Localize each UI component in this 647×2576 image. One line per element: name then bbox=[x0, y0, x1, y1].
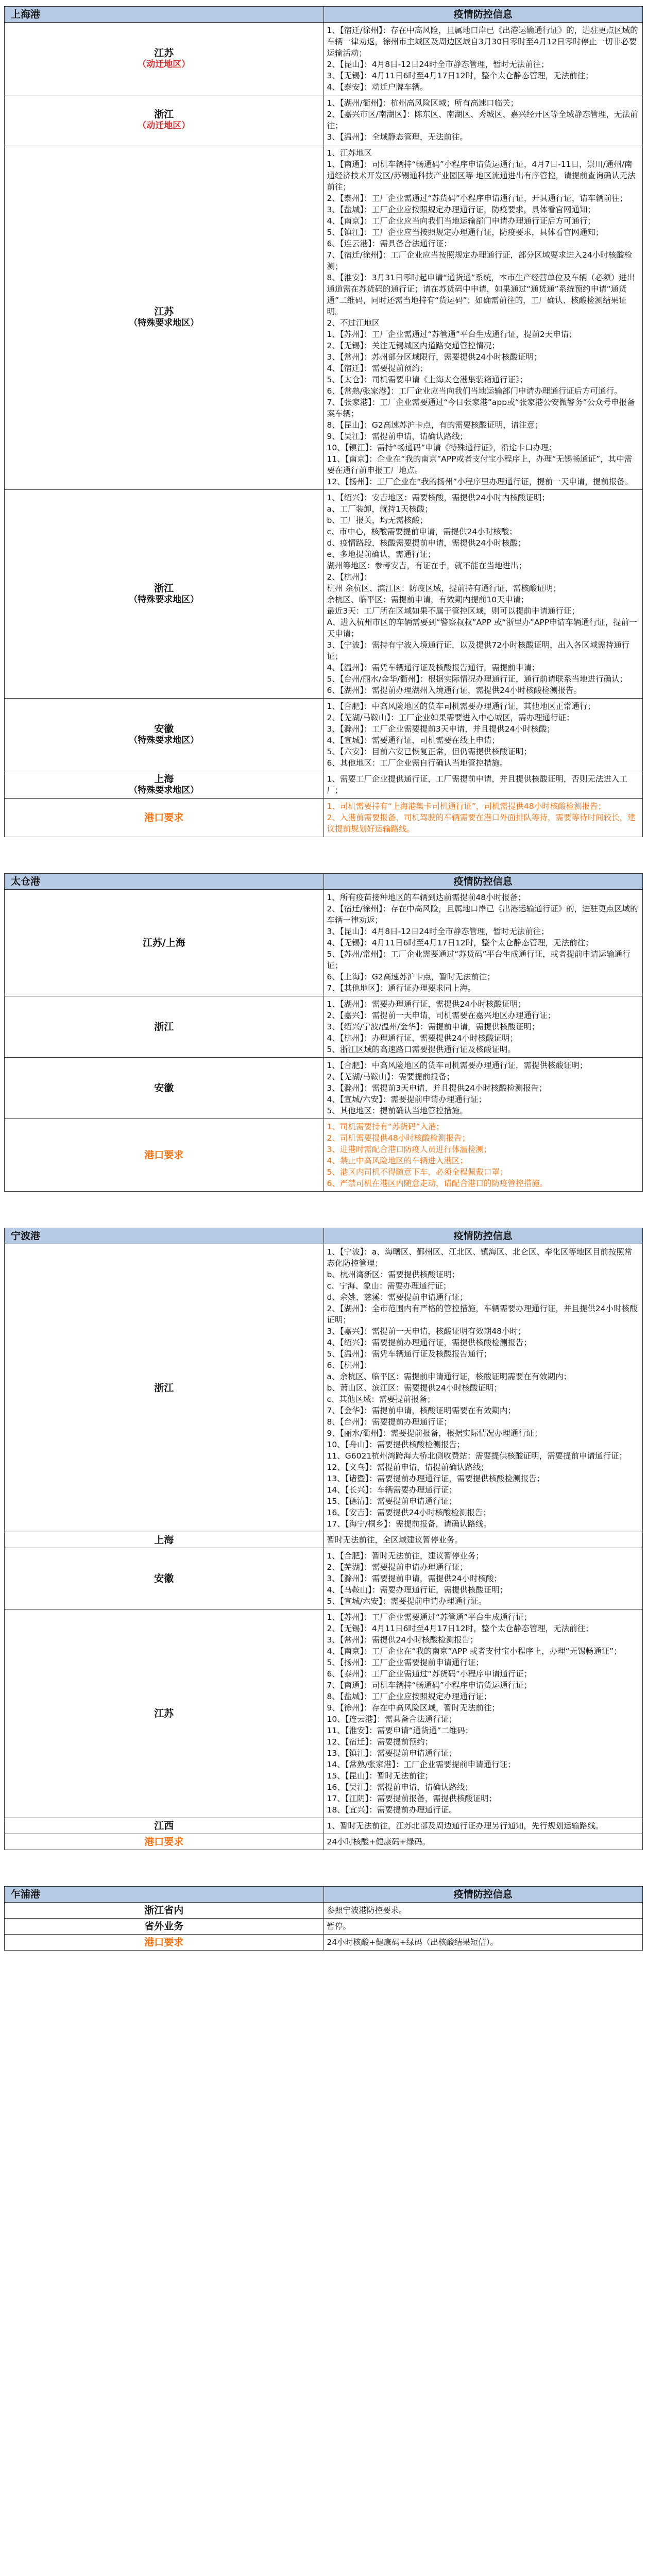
info-line: 1、【宁波】：a、海曙区、鄞州区、江北区、镇海区、北仑区、奉化区等地区目前按照常态化防控管理； bbox=[327, 1247, 633, 1268]
info-line: 3、【嘉兴】：需提前一天申请，核酸证明有效期48小时； bbox=[327, 1327, 526, 1336]
info-line: 1、【南通】：司机车辆持“畅通码”小程序申请货运通行证，4月7日-11日，崇川/通州/南通经济技术开发区/苏锡通科技产业园区等 地区流通进出有序管控，请提前查询确认无法前往； bbox=[327, 160, 636, 192]
port-section bbox=[0, 1886, 647, 1951]
info-cell bbox=[324, 771, 643, 799]
info-line: 1、【绍兴】：安吉地区：需要核酸，需提供24小时内核酸证明； bbox=[327, 493, 550, 502]
region-row bbox=[5, 799, 643, 837]
info-cell bbox=[324, 1919, 643, 1935]
region-row bbox=[5, 490, 643, 699]
info-line: 10、【舟山】：需要提供核酸检测报告； bbox=[327, 1440, 465, 1449]
info-line: 1、暂时无法前往，江苏北部及周边通行证办理另行通知，先行规划运输路线。 bbox=[327, 1821, 604, 1831]
region-cell bbox=[5, 771, 324, 799]
region-cell bbox=[5, 95, 324, 145]
info-cell bbox=[324, 699, 643, 771]
info-line: 最近3天：工厂所在区域如果不属于管控区域，则可以提前申请通行证； bbox=[327, 606, 580, 616]
info-line: 6、【连云港】：需具备合法通行证； bbox=[327, 239, 452, 248]
info-line: b、萧山区、滨江区：需要提供24小时核酸证明； bbox=[327, 1383, 502, 1393]
port-name: 宁波港 bbox=[5, 1228, 324, 1244]
region-cell bbox=[5, 145, 324, 490]
info-line: 2、【杭州】： bbox=[327, 572, 372, 582]
info-line: 3、【滁州】：需提前3天申请，并且提供24小时核酸检测报告； bbox=[327, 1083, 547, 1093]
region-row bbox=[5, 699, 643, 771]
region-cell bbox=[5, 1532, 324, 1548]
region-row bbox=[5, 1903, 643, 1919]
info-header: 疫情防控信息 bbox=[324, 1887, 643, 1903]
region-cell bbox=[5, 1903, 324, 1919]
info-line: 1、【湖州】：需要办理通行证，需提供24小时核酸证明； bbox=[327, 999, 526, 1009]
info-line: 14、【长兴】：车辆需要办理通行证； bbox=[327, 1485, 457, 1495]
region-name: 安徽 bbox=[154, 1573, 174, 1584]
info-cell bbox=[324, 23, 643, 95]
info-line: 2、【宿迁/徐州】：存在中高风险，且属地口岸已《出港运输通行证》的，进驻更点区域的车辆一律劝返； bbox=[327, 904, 638, 925]
info-line: 8、【盐城】：工厂企业应按照规定办理通行证； bbox=[327, 1692, 492, 1701]
info-line: 7、【其他地区】：通行证办理要求同上海。 bbox=[327, 984, 476, 993]
region-name: 江苏/上海 bbox=[142, 937, 185, 948]
region-name: 浙江省内 bbox=[144, 1905, 184, 1916]
info-line: c、宁海、象山：需要办理通行证； bbox=[327, 1281, 451, 1291]
info-line: 5、【六安】：目前六安已恢复正常，但仍需提供核酸证明； bbox=[327, 747, 532, 756]
info-line: 9、【徐州】：存在中高风险区域，暂时无法前往； bbox=[327, 1703, 500, 1713]
info-line: 3、【昆山】：4月8日-12日24时全市静态管理，暂时无法前往； bbox=[327, 927, 549, 936]
region-cell bbox=[5, 1919, 324, 1935]
info-line: 1、【湖州/衢州】：杭州高风险区域；所有高速口临关； bbox=[327, 98, 519, 108]
region-row bbox=[5, 996, 643, 1058]
info-line: 2、【嘉兴市区/南湖区】：陈东区、南湖区、秀城区、嘉兴经开区等全域静态管理，无法前往； bbox=[327, 110, 638, 130]
info-line: 1、需要工厂企业提供通行证，工厂需提前申请，并且提供核酸证明，否则无法进入工厂； bbox=[327, 774, 627, 795]
info-line: 6、其他地区：工厂企业需自行确认当地管控措施。 bbox=[327, 758, 508, 768]
info-line: 4、【温州】：需凭车辆通行证及核酸报告通行，需提前申请； bbox=[327, 663, 540, 672]
region-row bbox=[5, 1532, 643, 1548]
info-line: 6、【泰州】：工厂企业需通过“苏货码”小程序申请通行证； bbox=[327, 1669, 532, 1679]
info-line: 4、【绍兴】：需要提前办理通行证，需提供核酸检测报告； bbox=[327, 1338, 532, 1347]
info-line: 2、【无锡】：关注无锡城区内道路交通管控情况； bbox=[327, 341, 500, 350]
info-line: 1、所有疫苗接种地区的车辆到达前需提前48小时报备； bbox=[327, 893, 526, 902]
info-cell bbox=[324, 1058, 643, 1119]
region-sub: （特殊要求地区） bbox=[129, 318, 199, 328]
region-name: 江西 bbox=[154, 1820, 174, 1832]
info-line: 2、【嘉兴】：需提前一天申请，司机需要在嘉兴地区办理通行证； bbox=[327, 1011, 556, 1020]
info-line: 5、浙江区域的高速路口需要提供通行证及核酸证明。 bbox=[327, 1045, 516, 1054]
info-line: 1、【合肥】：中高风险地区的货车司机需要办理通行证，需提供核酸证明； bbox=[327, 1061, 588, 1070]
info-cell bbox=[324, 799, 643, 837]
info-cell bbox=[324, 890, 643, 996]
region-row bbox=[5, 1834, 643, 1850]
info-line: 参照宁波港防控要求。 bbox=[327, 1906, 407, 1915]
info-line: c、其他区域：需要提前报备； bbox=[327, 1395, 435, 1404]
port-table bbox=[4, 1228, 643, 1850]
info-line: 12、【义乌】：需提前申请，请提前确认路线； bbox=[327, 1463, 489, 1472]
info-line: 15、【德清】：需要提前申请通行证； bbox=[327, 1497, 457, 1506]
info-line: 暂停。 bbox=[327, 1922, 351, 1931]
info-cell bbox=[324, 1818, 643, 1834]
info-line: 9、【丽水/衢州】：需要提前报备，根据实际情况办理通行证； bbox=[327, 1429, 542, 1438]
port-table bbox=[4, 873, 643, 1192]
info-cell bbox=[324, 1903, 643, 1919]
info-line: 12、【宿迁】：需要提前预约； bbox=[327, 1737, 433, 1747]
port-section bbox=[0, 1228, 647, 1850]
region-name: 浙江 bbox=[154, 583, 174, 594]
info-line: 7、【宿迁/徐州】：工厂企业应当按照规定办理通行证，部分区域要求进入24小时核酸检测； bbox=[327, 250, 633, 271]
port-header-row bbox=[5, 7, 643, 23]
info-line: 6、【常熟/张家港】：工厂企业应当向我们当地运输部门申请办理通行证后方可通行。 bbox=[327, 386, 622, 396]
info-line: 5、【扬州】：工厂企业需要提前申请通行证； bbox=[327, 1658, 484, 1667]
region-sub: （动迁地区） bbox=[138, 121, 191, 131]
info-line: e、多地提前确认，需通行证； bbox=[327, 550, 436, 559]
info-line: 3、【常州】：苏州部分区域限行，需要提供24小时核酸证明； bbox=[327, 352, 542, 362]
info-line: 1、司机需要持有“苏货码”入港； bbox=[327, 1122, 444, 1131]
info-line: 9、【吴江】：需提前申请，请确认路线； bbox=[327, 432, 468, 441]
info-cell bbox=[324, 1548, 643, 1609]
info-line: 4、禁止中高风险地区的车辆进入港区； bbox=[327, 1156, 468, 1165]
region-name: 港口要求 bbox=[144, 1149, 184, 1161]
info-cell bbox=[324, 1119, 643, 1192]
info-line: 7、【张家港】：工厂企业需要通过“今日张家港”app或“张家港公安微警务”公众号申报备案车辆； bbox=[327, 398, 635, 418]
info-line: 5、【温州】：需凭车辆通行证及核酸报告通行； bbox=[327, 1349, 492, 1359]
region-sub: （特殊要求地区） bbox=[129, 595, 199, 605]
info-line: 5、【苏州/常州】：工厂企业需要通过“苏货码”平台生成通行证，或者提前申请运输通行证； bbox=[327, 950, 631, 970]
info-cell bbox=[324, 1609, 643, 1818]
region-name: 安徽 bbox=[154, 723, 174, 735]
region-row bbox=[5, 1058, 643, 1119]
region-name: 安徽 bbox=[154, 1082, 174, 1094]
info-line: 4、【南京】：工厂企业应当向我们当地运输部门申请办理通行证后方可通行； bbox=[327, 216, 595, 226]
info-line: 1、【苏州】：工厂企业需要通过“苏管通”平台生成通行证； bbox=[327, 1613, 532, 1622]
info-line: 17、【海宁/桐乡】：需提前报备，请确认路线。 bbox=[327, 1519, 491, 1529]
region-sub: （特殊要求地区） bbox=[129, 735, 199, 745]
region-cell bbox=[5, 1244, 324, 1532]
info-line: 1、司机需要持有“上海港集卡司机通行证”，司机需提供48小时核酸检测报告； bbox=[327, 802, 606, 811]
info-line: 2、【昆山】：4月8日-12日24时全市静态管理，暂时无法前往； bbox=[327, 60, 549, 69]
info-line: 4、【宣城】：需要通行证，司机需要在线上申请； bbox=[327, 736, 500, 745]
info-line: 1、【苏州】：工厂企业需通过“苏管通”平台生成通行证，提前2天申请； bbox=[327, 330, 577, 339]
info-line: 2、【芜湖/马鞍山】：需要提前报备； bbox=[327, 1072, 455, 1081]
region-name: 江苏 bbox=[154, 47, 174, 59]
info-cell bbox=[324, 95, 643, 145]
info-line: b、工厂报关，均无需核酸； bbox=[327, 516, 428, 525]
info-line: 3、【滁州】：需要提前申请，需提供24小时核酸； bbox=[327, 1574, 502, 1583]
info-line: c、市中心，核酸需要提前申请，需提供24小时核酸； bbox=[327, 527, 517, 536]
region-row bbox=[5, 95, 643, 145]
region-name: 浙江 bbox=[154, 1021, 174, 1032]
region-name: 港口要求 bbox=[144, 812, 184, 823]
info-line: 8、【淮安】：3月31日零时起申请“通货通”系统，本市生产经营单位及车辆（必须）进出通道需在苏货码的通行证；请在苏货码中申请，如果通过“通货通”系统预约申请“通货通”二维码，同时还需当地持有“货运码”；如确需前往的，工厂确认、核酸检测结果证明。 bbox=[327, 273, 635, 316]
info-line: 8、【昆山】：G2高速苏沪卡点，有的需要核酸证明，请注意； bbox=[327, 420, 543, 430]
region-cell bbox=[5, 799, 324, 837]
info-line: 16、【吴江】：需提前申请，请确认路线； bbox=[327, 1783, 473, 1792]
info-line: 1、江苏地区 bbox=[327, 148, 372, 158]
region-row bbox=[5, 1609, 643, 1818]
info-line: 15、【昆山】：暂时无法前往； bbox=[327, 1771, 433, 1781]
region-name: 上海 bbox=[154, 1534, 174, 1546]
info-line: 5、【台州/丽水/金华/衢州】：根据实际情况办理通行证，通行前请联系当地进行确认； bbox=[327, 674, 628, 684]
region-row bbox=[5, 771, 643, 799]
info-line: 2、【芜湖】：需要提前申请办理通行证； bbox=[327, 1563, 468, 1572]
port-header-row bbox=[5, 874, 643, 890]
region-row bbox=[5, 1548, 643, 1609]
region-row bbox=[5, 890, 643, 996]
info-line: 1、【宿迁/徐州】：存在中高风险，且属地口岸已《出港运输通行证》的，进驻更点区域的车辆一律劝返，徐州市主城区及周边区域自3月30日零时至4月12日零时停止一切非必要运输活动； bbox=[327, 26, 638, 58]
info-line: 5、【宣城/六安】：需要提前申请办理通行证。 bbox=[327, 1597, 487, 1606]
region-cell bbox=[5, 699, 324, 771]
info-line: 4、【杭州】：办理通行证，需要提供24小时核酸证明； bbox=[327, 1033, 518, 1043]
region-row bbox=[5, 23, 643, 95]
region-cell bbox=[5, 23, 324, 95]
info-line: 4、【无锡】：4月11日6时至4月17日12时，整个太仓静态管理，无法前往； bbox=[327, 938, 593, 947]
info-line: 3、【常州】：需提供24小时核酸检测报告； bbox=[327, 1635, 478, 1645]
info-line: 2、【湖州】：全市范围内有严格的管控措施，车辆需要办理通行证，并且提供24小时核酸证明； bbox=[327, 1304, 638, 1325]
region-cell bbox=[5, 1935, 324, 1951]
info-line: d、余姚、慈溪：需要提前申请通行证； bbox=[327, 1293, 468, 1302]
info-line: 2、入港前需要报备，司机驾驶的车辆需要在港口外面排队等待，需要等待时间较长，建议提前规划好运输路线。 bbox=[327, 813, 636, 834]
region-sub: （动迁地区） bbox=[138, 59, 191, 70]
info-line: 3、【宁波】：需持有宁波入境通行证，以及提供72小时核酸证明，出入各区域需持通行证； bbox=[327, 640, 630, 661]
info-line: 10、【连云港】：需具备合法通行证； bbox=[327, 1715, 457, 1724]
info-line: 24小时核酸+健康码+绿码（出核酸结果短信）。 bbox=[327, 1938, 498, 1947]
info-line: 11、【南京】：企业在“我的南京”APP或者支付宝小程序上，办理“无锡畅通证”，其中需要在通行前申报工厂地点。 bbox=[327, 454, 633, 475]
info-header: 疫情防控信息 bbox=[324, 874, 643, 890]
info-line: 4、【南京】：工厂企业在“我的南京”APP 或者支付宝小程序上，办理“无锡畅通证”； bbox=[327, 1647, 622, 1656]
region-cell bbox=[5, 1818, 324, 1834]
region-cell bbox=[5, 490, 324, 699]
region-row bbox=[5, 1935, 643, 1951]
region-row bbox=[5, 1818, 643, 1834]
region-name: 浙江 bbox=[154, 109, 174, 120]
info-line: 1、【合肥】：暂时无法前往，建议暂停业务； bbox=[327, 1551, 484, 1561]
region-row bbox=[5, 145, 643, 490]
info-line: a、工厂装卸，就持1天核酸； bbox=[327, 504, 433, 514]
info-cell bbox=[324, 1244, 643, 1532]
region-name: 上海 bbox=[154, 773, 174, 785]
port-table bbox=[4, 1886, 643, 1951]
info-line: 7、【金华】：需提前申请，核酸证明需要在有效期内； bbox=[327, 1406, 516, 1415]
region-row bbox=[5, 1244, 643, 1532]
info-line: 10、【镇江】：需持“畅通码”申请《特殊通行证》，沿途卡口办理； bbox=[327, 443, 557, 452]
info-line: 5、其他地区：提前确认当地管控措施。 bbox=[327, 1106, 468, 1115]
info-line: 12、【扬州】：工厂企业在“我的扬州”小程序里办理通行证，提前一天申请，提前报备。 bbox=[327, 477, 633, 486]
region-cell bbox=[5, 890, 324, 996]
info-line: d、疫情路段，核酸需要提前申请，需提供24小时核酸； bbox=[327, 538, 526, 548]
region-name: 港口要求 bbox=[144, 1836, 184, 1848]
region-name: 江苏 bbox=[154, 306, 174, 317]
region-cell bbox=[5, 996, 324, 1058]
region-row bbox=[5, 1919, 643, 1935]
info-line: 3、【无锡】：4月11日6时至4月17日12时，整个太仓静态管理，无法前往； bbox=[327, 71, 593, 80]
info-line: 5、【镇江】：工厂企业应当按照规定办理通行证，防疫要求，具体看官网通知； bbox=[327, 228, 604, 237]
info-cell bbox=[324, 490, 643, 699]
info-line: 2、【泰州】：工厂企业需通过“苏货码”小程序申请通行证，开具通行证，请车辆前往； bbox=[327, 194, 628, 203]
info-line: 4、【泰安】：动迁户牌车辆。 bbox=[327, 82, 428, 92]
info-line: 3、【绍兴/宁波/温州/金华】：需提前申请，需提供核酸证明； bbox=[327, 1022, 540, 1031]
port-header-row bbox=[5, 1228, 643, 1244]
region-cell bbox=[5, 1058, 324, 1119]
info-cell bbox=[324, 145, 643, 490]
region-name: 省外业务 bbox=[144, 1921, 184, 1932]
info-header: 疫情防控信息 bbox=[324, 1228, 643, 1244]
info-cell bbox=[324, 1834, 643, 1850]
info-line: A、进入杭州市区的车辆需要到“警察叔叔”APP 或“浙里办”APP申请车辆通行证，提前一天申请； bbox=[327, 618, 637, 638]
info-line: 7、【南通】：司机车辆持“畅通码”小程序申请货运通行证； bbox=[327, 1681, 532, 1690]
info-line: 18、【宜兴】：需要提前办理通行证。 bbox=[327, 1805, 457, 1815]
port-header-row bbox=[5, 1887, 643, 1903]
region-cell bbox=[5, 1609, 324, 1818]
port-name: 乍浦港 bbox=[5, 1887, 324, 1903]
info-line: 6、【上海】：G2高速苏沪卡点，暂时无法前往； bbox=[327, 972, 495, 981]
info-line: 13、【诸暨】：需要提前办理通行证，需要提供核酸检测报告； bbox=[327, 1474, 545, 1483]
info-line: a、余杭区、临平区：需提前申请通行证，核酸证明需要在有效期内； bbox=[327, 1372, 572, 1381]
info-line: 6、【湖州】：需提前办理湖州入境通行证，需提供24小时核酸检测报告。 bbox=[327, 686, 582, 695]
info-header: 疫情防控信息 bbox=[324, 7, 643, 23]
info-line: 湖州等地区：参考安吉，有证在手，就不能在当地进出； bbox=[327, 561, 527, 570]
region-name: 浙江 bbox=[154, 1382, 174, 1394]
port-section bbox=[0, 873, 647, 1192]
region-name: 港口要求 bbox=[144, 1937, 184, 1948]
info-line: 14、【常熟/张家港】：工厂企业需要提前申请通行证； bbox=[327, 1760, 516, 1769]
info-line: 6、严禁司机在港区内随意走动，请配合港口的防疫管控措施。 bbox=[327, 1179, 548, 1188]
info-line: 13、【镇江】：需要提前申请通行证； bbox=[327, 1749, 457, 1758]
info-cell bbox=[324, 996, 643, 1058]
info-line: 4、【宣城/六安】：需要提前申请办理通行证； bbox=[327, 1095, 487, 1104]
info-line: 3、【温州】：全域静态管理，无法前往。 bbox=[327, 132, 468, 142]
region-cell bbox=[5, 1119, 324, 1192]
info-cell bbox=[324, 1532, 643, 1548]
info-line: 5、【太仓】：司机需要申请《上海太仓港集装箱通行证》； bbox=[327, 375, 528, 384]
info-line: 11、G6021杭州湾跨海大桥北侧收费站：需要提供核酸证明，需要提前申请通行证； bbox=[327, 1451, 627, 1461]
port-table bbox=[4, 6, 643, 837]
info-line: 杭州 余杭区、滨江区：防疫区域，提前持有通行证，需核酸证明； bbox=[327, 584, 561, 593]
info-line: b、杭州湾新区：需要提供核酸证明； bbox=[327, 1270, 460, 1279]
info-line: 1、【合肥】：中高风险地区的货车司机需要办理通行证，其他地区正常通行； bbox=[327, 702, 595, 711]
info-line: 2、【无锡】：4月11日6时至4月17日12时，整个太仓静态管理，无法前往； bbox=[327, 1624, 593, 1633]
info-line: 4、【宿迁】：需要提前预约； bbox=[327, 364, 428, 373]
info-line: 3、【盐城】：工厂企业应按照规定办理通行证，防疫要求，具体看官网通知； bbox=[327, 205, 595, 214]
info-line: 11、【淮安】：需要申请“通货通”二维码； bbox=[327, 1726, 473, 1735]
port-name: 上海港 bbox=[5, 7, 324, 23]
region-sub: （特殊要求地区） bbox=[129, 785, 199, 795]
info-line: 8、【台州】：需要提前办理通行证； bbox=[327, 1417, 452, 1427]
info-line: 2、【芜湖/马鞍山】：工厂企业如果需要进入中心城区，需办理通行证； bbox=[327, 713, 574, 722]
region-cell bbox=[5, 1834, 324, 1850]
info-line: 24小时核酸+健康码+绿码。 bbox=[327, 1837, 431, 1846]
info-line: 5、港区内司机不得随意下车，必须全程佩戴口罩； bbox=[327, 1167, 508, 1177]
info-line: 4、【马鞍山】：需要办理通行证，需提供核酸证明； bbox=[327, 1585, 508, 1595]
region-cell bbox=[5, 1548, 324, 1609]
region-row bbox=[5, 1119, 643, 1192]
port-name: 太仓港 bbox=[5, 874, 324, 890]
info-line: 17、【江阴】：需要提前报备，需提供核酸证明； bbox=[327, 1794, 497, 1803]
info-line: 暂时无法前往，全区域建议暂停业务。 bbox=[327, 1535, 463, 1545]
info-line: 3、进港时需配合港口防疫人员进行体温检测； bbox=[327, 1145, 492, 1154]
info-line: 2、司机需要提供48小时核酸检测报告； bbox=[327, 1133, 470, 1143]
info-line: 16、【安吉】：需要提供24小时核酸检测报告； bbox=[327, 1508, 491, 1517]
port-section bbox=[0, 6, 647, 837]
info-line: 余杭区、临平区：需提前申请，有效期内提前10天申请； bbox=[327, 595, 529, 604]
info-line: 2、不过江地区 bbox=[327, 318, 380, 328]
info-cell bbox=[324, 1935, 643, 1951]
info-line: 3、【滁州】：工厂企业需要提前3天申请，并且提供24小时核酸； bbox=[327, 724, 555, 734]
info-line: 6、【杭州】： bbox=[327, 1361, 372, 1370]
region-name: 江苏 bbox=[154, 1708, 174, 1719]
